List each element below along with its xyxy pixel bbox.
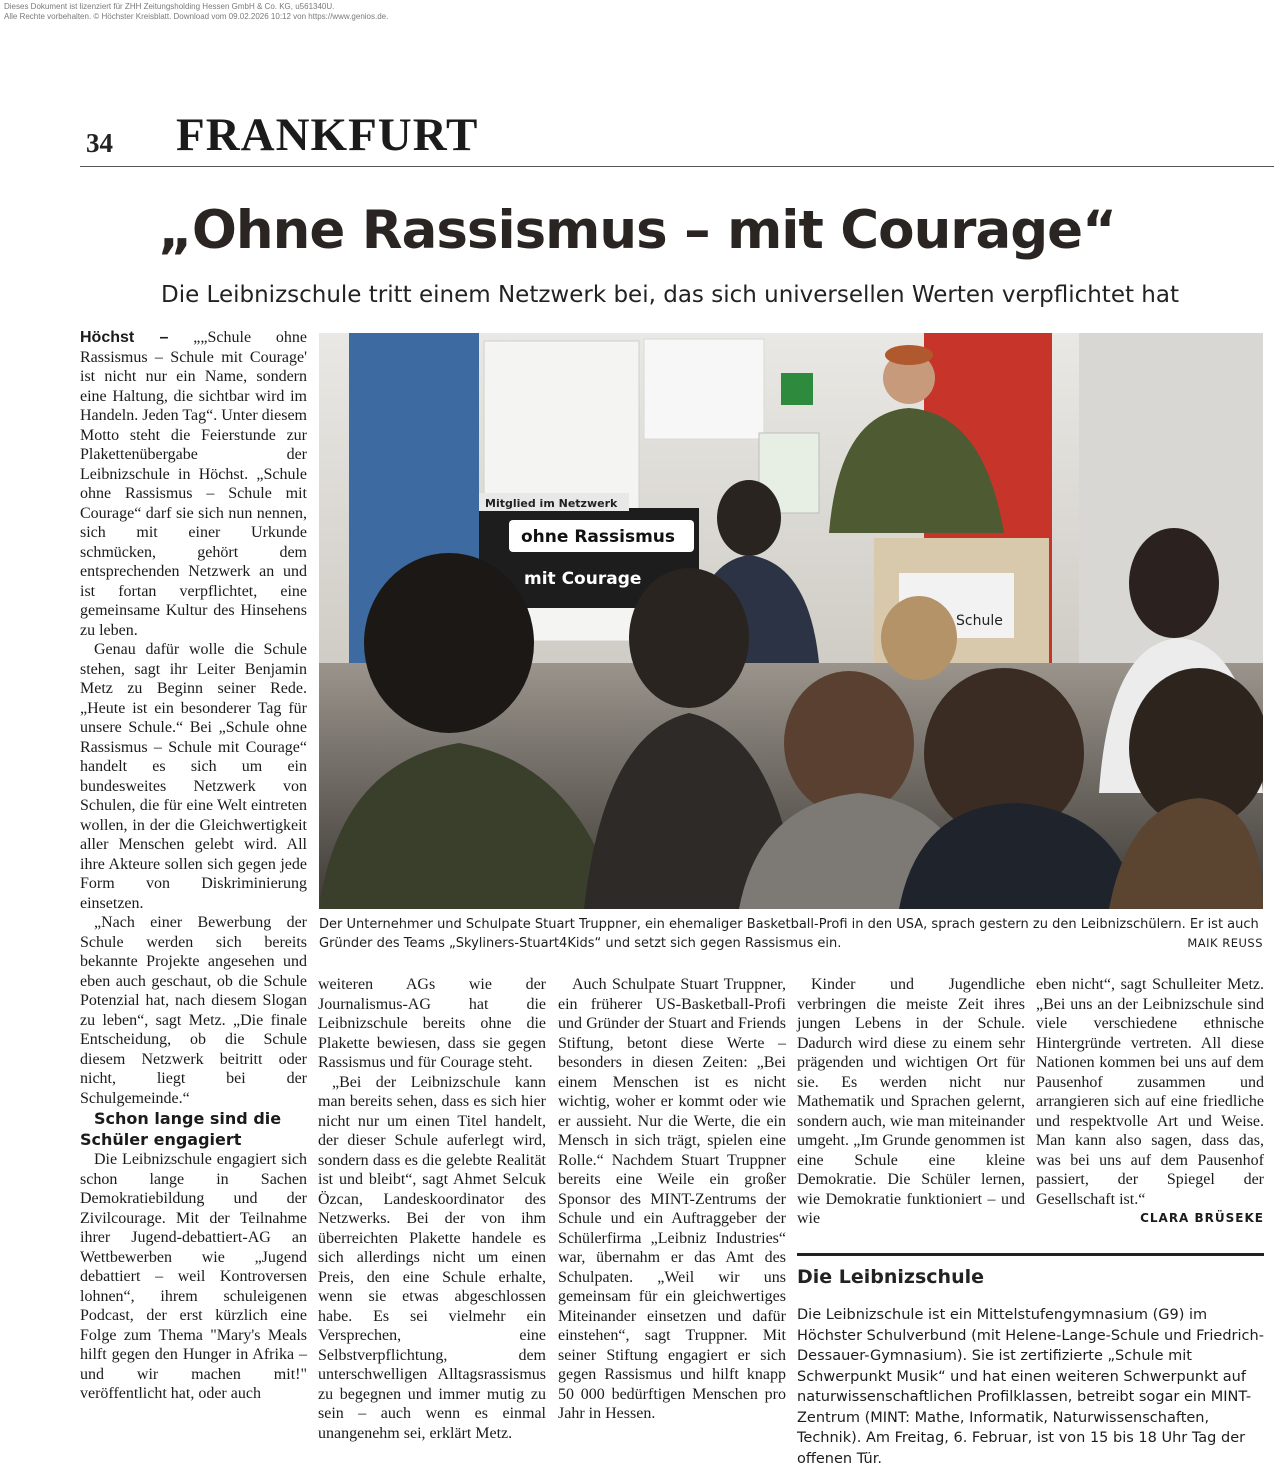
dateline: Höchst – xyxy=(80,329,169,346)
license-line-2: Alle Rechte vorbehalten. © Höchster Kreisblatt. Download vom 09.02.2026 10:12 von https://www.genios.de. xyxy=(4,12,389,21)
header-rule xyxy=(80,166,1274,167)
banner-text-2: mit Courage xyxy=(524,569,642,589)
paragraph-3: „Nach einer Bewerbung der Schule werden sich bereits bekannte Projekte angesehen und eben auch geschaut, ob die Schule Potenzial hat, nach diesem Slogan zu leben“, sagt Metz. „Die finale Entscheidung, ob die Schule diesem Netzwerk beitritt oder nicht, liegt bei der Schulgemeinde.“ xyxy=(80,914,307,1107)
license-notice xyxy=(4,2,388,22)
paragraph-7: Auch Schulpate Stuart Truppner, ein früherer US-Basketball-Profi und Gründer der Stuart and Friends Stiftung, betont diese Werte – besonders in diesen Zeiten: „Bei einem Menschen ist es nicht wichtig, woher er kommt oder wie er aussieht. Nur die Werte, die ein Mensch in sich trägt, spielen eine Rolle.“ Nachdem Stuart Truppner bereits eine Weile ein großer Sponsor des MINT-Zentrums der Schule und ein Auftraggeber der Schülerfirma „Leibniz Industries“ war, übernahm er das Amt des Schulpaten. „Weil wir uns gemeinsam für ein gleichwertiges Miteinander einsetzen und dafür einstehen“, sagt Truppner. Mit seiner Stiftung engagiert er sich gegen Rassismus und hilft knapp 50 000 bedürftigen Menschen pro Jahr in Hessen. xyxy=(558,976,786,1422)
headline: „Ohne Rassismus – mit Courage“ xyxy=(158,200,1116,261)
photo-credit: MAIK REUSS xyxy=(1187,936,1263,950)
paragraph-4: Die Leibnizschule engagiert sich schon lange in Sachen Demokratiebildung und der Zivilcourage. Mit der Teilnahme ihrer Jugend-debattiert-AG an Wettbewerben wie „Jugend debattiert – weil Kontroversen lohnen“, ihrem schuleigenen Podcast, der erst kürzlich eine Folge zum Thema "Mary's Meals hilft gegen den Hunger in Afrika – und wir machen mit!" veröffentlicht hat, oder auch xyxy=(80,1151,307,1402)
audience-head-1 xyxy=(717,480,781,556)
wall-poster xyxy=(644,339,764,439)
caption-text: Der Unternehmer und Schulpate Stuart Truppner, ein ehemaliger Basketball-Profi in den USA, sprach gestern zu den Leibnizschülern. Er ist auch Gründer des Teams „Skyliners-Stuart4Kids“ und setzt sich gegen Rassismus ein. xyxy=(319,917,1259,951)
infobox-title: Die Leibnizschule xyxy=(797,1266,985,1288)
photo-illustration xyxy=(319,333,1263,909)
audience-head-4 xyxy=(364,553,534,733)
page-number: 34 xyxy=(86,128,113,158)
subheadline: Die Leibnizschule tritt einem Netzwerk bei, das sich universellen Werten verpflichtet hat xyxy=(160,282,1179,308)
paragraph-5: weiteren AGs wie der Journalismus-AG hat die Leibnizschule bereits ohne die Plakette bewiesen, dass sie gegen Rassismus und für Courage steht. xyxy=(318,976,546,1071)
audience-head-3 xyxy=(1129,528,1219,638)
paragraph-lead xyxy=(80,328,307,640)
article-column-2 xyxy=(318,975,546,1443)
lectern-sign-text: Schule xyxy=(956,613,1003,629)
section-title: FRANKFURT xyxy=(176,109,479,161)
license-line-1: Dieses Dokument ist lizenziert für ZHH Zeitungsholding Hessen GmbH & Co. KG, u561340U. xyxy=(4,2,335,11)
right-wall xyxy=(1079,333,1263,693)
author-byline: CLARA BRÜSEKE xyxy=(1140,1211,1264,1225)
audience-head-2 xyxy=(881,596,957,680)
paragraph-2: Genau dafür wolle die Schule stehen, sagt ihr Leiter Benjamin Metz zu Beginn seiner Rede. „Heute ist ein besonderer Tag für unsere Schule.“ Bei „Schule ohne Rassismus – Schule mit Courage“ handelt es sich um ein bundesweites Netzwerk von Schulen, die für eine Welt eintreten wollen, in der die Gleichwertigkeit aller Menschen gelebt wird. All ihre Akteure sollen sich gegen jede Form von Diskriminierung einsetzen. xyxy=(80,641,307,912)
first-aid-sign xyxy=(781,373,813,405)
paragraph-1-text: „„Schule ohne Rassismus – Schule mit Courage' ist nicht nur ein Name, sondern eine Haltung, die sichtbar wird im Handeln. Jeden Tag“. Unter diesem Motto steht die Feierstunde zur Plakettenübergabe der Leibnizschule in Höchst. „Schule ohne Rassismus – Schule mit Courage“ darf sie sich nun nennen, sich mit einer Urkunde schmücken, gehört dem entsprechenden Netzwerk an und ist fortan verpflichtet, eine gemeinsame Kultur des Hinsehens zu leben. xyxy=(80,329,308,639)
article-column-3 xyxy=(558,975,786,1424)
paragraph-9 xyxy=(1036,975,1264,1225)
photo-caption xyxy=(319,915,1263,953)
paragraph-8: Kinder und Jugendliche verbringen die meiste Zeit ihres jungen Lebens in der Schule. Dadurch wird diese zu einem sehr prägenden und wichtigen Ort für sie. Es werden nicht nur Mathematik und Sprachen gelernt, sondern auch, wie man miteinander umgeht. „Im Grunde genommen ist eine Schule eine kleine Demokratie. Die Schüler lernen, wie Demokratie funktioniert – und wie xyxy=(797,976,1025,1227)
article-column-5 xyxy=(1036,975,1264,1229)
article-photo xyxy=(319,333,1263,909)
banner-top-text: Mitglied im Netzwerk xyxy=(485,497,618,510)
article-column-1 xyxy=(80,328,307,1404)
audience-head-5 xyxy=(629,568,749,708)
speaker-cap xyxy=(885,345,933,365)
paragraph-9-text: eben nicht“, sagt Schulleiter Metz. „Bei uns an der Leibnizschule sind viele verschiedene ethnische Hintergründe vertreten. All diese Nationen kommen bei uns auf dem Pausenhof zusammen und arrangieren sich auf eine friedliche und respektvolle Art und Weise. Man kann also sagen, dass das, was bei uns auf dem Pausenhof passiert, der Spiegel der Gesellschaft ist.“ xyxy=(1036,976,1264,1208)
article-subhead: Schon lange sind die Schüler engagiert xyxy=(80,1109,282,1149)
article-column-4 xyxy=(797,975,1025,1229)
infobox-rule xyxy=(797,1253,1264,1256)
paragraph-6: „Bei der Leibnizschule kann man bereits sehen, dass es sich hier nicht nur um einen Titel handelt, der dieser Schule auferlegt wird, sondern dass es die gelebte Realität ist und bleibt“, sagt Ahmet Selcuk Özcan, Landeskoordinator des Netzwerks. Bei der von ihm überreichten Plakette handele es sich allerdings nicht um einen Preis, den eine Schule erhalte, wenn sie etwas abgeschlossen habe. Es sei vielmehr ein Versprechen, eine Selbstverpflichtung, dem unterschwelligen Alltagsrassismus zu begegnen und immer mutig zu sein – auch wenn es einmal unangenehm sei, erklärt Metz. xyxy=(318,1073,546,1442)
infobox-text: Die Leibnizschule ist ein Mittelstufengymnasium (G9) im Höchster Schulverbund (mit Helene-Lange-Schule und Friedrich-Dessauer-Gymnasium). Sie ist zertifizierte „Schule mit Schwerpunkt Musik“ und hat einen weiteren Schwerpunkt auf naturwissenschaftlichen Profilklassen, betreibt sogar ein MINT-Zentrum (MINT: Mathe, Informatik, Naturwissenschaften, Technik). Am Freitag, 6. Februar, ist von 15 bis 18 Uhr Tag der offenen Tür. xyxy=(797,1307,1264,1467)
banner-text-1: ohne Rassismus xyxy=(521,527,676,547)
audience-head-6 xyxy=(784,671,914,815)
